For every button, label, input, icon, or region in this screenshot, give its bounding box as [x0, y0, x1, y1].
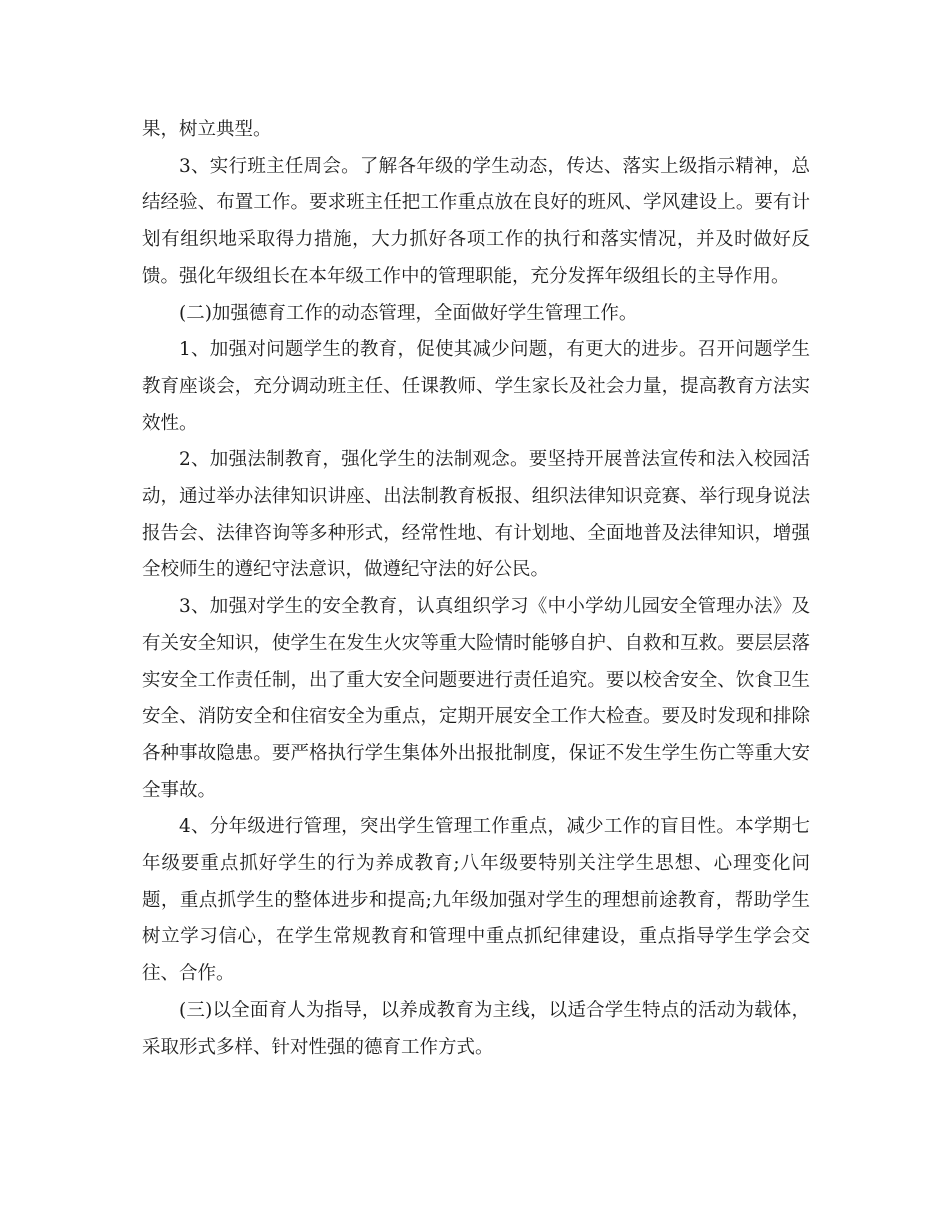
- paragraph-legal-education: 2、加强法制教育，强化学生的法制观念。要坚持开展普法宣传和法入校园活动，通过举办法律知识讲座、出法制教育板报、组织法律知识竞赛、举行现身说法报告会、法律咨询等多种形式，经常性地、有计划地、全面地普及法律知识，增强全校师生的遵纪守法意识，做遵纪守法的好公民。: [142, 449, 810, 581]
- section-heading-3: (三)以全面育人为指导，以养成教育为主线，以适合学生特点的活动为载体，采取形式多样、针对性强的德育工作方式。: [142, 999, 810, 1058]
- section-heading-2: (二)加强德育工作的动态管理，全面做好学生管理工作。: [179, 302, 638, 324]
- paragraph-continuation: 果，树立典型。: [142, 119, 272, 140]
- paragraph-class-teacher-meeting: 3、实行班主任周会。了解各年级的学生动态，传达、落实上级指示精神，总结经验、布置工作。要求班主任把工作重点放在良好的班风、学风建设上。要有计划有组织地采取得力措施，大力抓好各项工作的执行和落实情况，并及时做好反馈。强化年级组长在本年级工作中的管理职能，充分发挥年级组长的主导作用。: [142, 155, 810, 287]
- paragraph-safety-education: 3、加强对学生的安全教育，认真组织学习《中小学幼儿园安全管理办法》及有关安全知识，使学生在发生火灾等重大险情时能够自护、自救和互救。要层层落实安全工作责任制，出了重大安全问题要进行责任追究。要以校舍安全、饮食卫生安全、消防安全和住宿安全为重点，定期开展安全工作大检查。要及时发现和排除各种事故隐患。要严格执行学生集体外出报批制度，保证不发生学生伤亡等重大安全事故。: [142, 596, 810, 801]
- document-body: [142, 112, 810, 1066]
- paragraph-problem-students: 1、加强对问题学生的教育，促使其减少问题，有更大的进步。召开问题学生教育座谈会，充分调动班主任、任课教师、学生家长及社会力量，提高教育方法实效性。: [142, 339, 810, 434]
- paragraph-grade-management: 4、分年级进行管理，突出学生管理工作重点，减少工作的盲目性。本学期七年级要重点抓好学生的行为养成教育;八年级要特别关注学生思想、心理变化问题，重点抓学生的整体进步和提高;九年级加强对学生的理想前途教育，帮助学生树立学习信心，在学生常规教育和管理中重点抓纪律建设，重点指导学生学会交往、合作。: [142, 816, 810, 985]
